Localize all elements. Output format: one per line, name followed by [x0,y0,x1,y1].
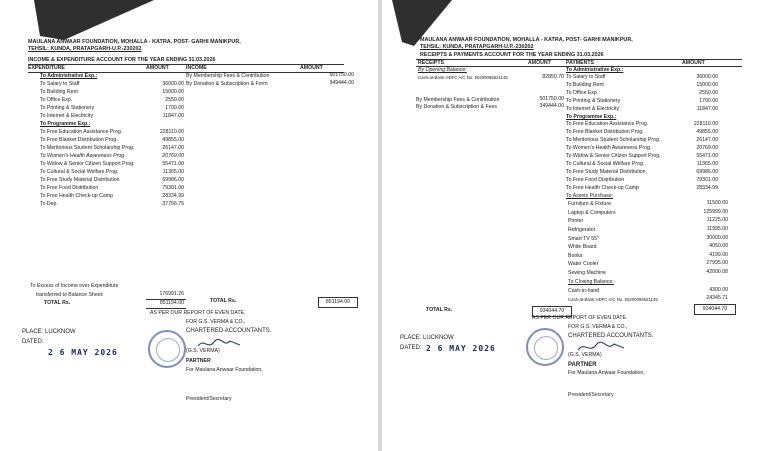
prog-item-amount: 49855.00 [696,129,718,135]
prog-item-amount: 79301.00 [696,177,718,183]
cash-label: Cash-in-hand [568,288,600,294]
admin-item-amount: 1700.00 [165,105,184,111]
admin-item-amount: 2550.00 [699,90,718,96]
secretary-label: President/Secretary [568,392,614,398]
partner-label: PARTNER [186,358,211,364]
opening-bank-label: Cash-at-Bank HDFC A/C No. 50200096521145 [418,75,508,80]
prog-item-amount: 11365.00 [162,169,184,175]
prog-heading: To Programme Exp.: [40,121,91,127]
prog-item-amount: 49855.00 [162,137,184,143]
prog-item-label: To Meritorious Student Scholarship Prog. [566,137,661,143]
prog-item-amount: 11365.00 [696,161,718,167]
prog-item-label: To Free Food Distribution [566,177,625,183]
admin-item-amount: 36000.00 [696,74,718,80]
receipt-label: By Membership Fees & Contribution [416,97,500,103]
admin-item-label: To Salary to Staff [40,81,80,87]
foundation-label: For Maulana Anwaar Foundation, [568,370,645,376]
total-label: TOTAL Rs. [426,307,453,313]
rule-total-left [146,308,186,309]
assets-heading: To Assets Purchase: [566,193,613,199]
header-receipts: RECEIPTS [418,60,444,66]
total-left-amount: 934044.70 [532,306,572,317]
opening-bank-amount: 82850.70 [542,74,564,80]
asset-amount: 11225.00 [706,217,728,223]
admin-item-amount: 15000.00 [162,89,184,95]
asset-label: Refrigerator [568,227,596,233]
admin-item-label: To Internet & Electricity [566,106,620,112]
date-stamp: 2 6 MAY 2026 [426,344,496,353]
header-amount-2: AMOUNT [682,60,705,66]
asset-amount: 4199.00 [709,252,728,258]
admin-item-label: To Building Rent [566,82,604,88]
receipt-amount: 349444.00 [539,103,564,109]
admin-heading: To Administrative Exp.: [40,73,98,79]
account-title: INCOME & EXPENDITURE ACCOUNT FOR THE YEAR ENDING 31.03.2026 [28,57,216,63]
ca-seal-icon [148,330,186,368]
prog-item-label: To Dep. [40,201,58,207]
prog-item-label: To Women's Health Awareness Prog. [566,145,652,151]
receipts-payments-page [382,0,760,451]
admin-item-label: To Printing & Stationery [40,105,95,111]
income-row-amount: 501750.00 [329,72,354,78]
admin-item-amount: 1700.00 [699,98,718,104]
prog-item-amount: 20769.00 [696,145,718,151]
excess-amount: 176991.26 [159,291,184,297]
prog-item-label: To Cultural & Social Welfare Prog. [566,161,645,167]
total-right-amount: 851194.00 [318,297,358,308]
income-expenditure-page [0,0,378,451]
closing-heading: To Closing Balance: [568,279,614,285]
asset-amount: 11500.00 [706,200,728,206]
foundation-label: For Maulana Anwaar Foundation, [186,367,263,373]
admin-item-label: To Office Exp. [40,97,73,103]
prog-item-amount: 228110.00 [159,129,184,135]
asset-amount: 4050.00 [709,243,728,249]
closing-bank-amount: 24345.71 [706,295,728,301]
asset-amount: 11995.00 [706,226,728,232]
report-line: AS PER OUR REPORT OF EVEN DATE. [150,310,246,316]
prog-item-amount: 69986.00 [696,169,718,175]
total-right-amount: 934044.70 [694,304,736,315]
closing-bank-label: Cash-at-Bank HDFC A/C No. 50200096521145 [568,297,658,302]
asset-label: Printer [568,218,584,224]
prog-item-amount: 55471.00 [162,161,184,167]
excess-line-2: transferred to Balance Sheet: [36,292,104,298]
header-income: INCOME [186,65,207,71]
asset-label: White Board [568,244,597,250]
asset-label: Furniture & Fixture [568,201,611,207]
prog-item-label: To Free Study Material Distribution [566,169,646,175]
asset-amount: 30000.00 [706,235,728,241]
header-amount-1: AMOUNT [528,60,551,66]
auditor-name: (G.S. VERMA) [186,348,220,354]
prog-item-amount: 28334.99 [162,193,184,199]
prog-heading: To Programme Exp.: [566,114,617,120]
prog-item-label: To Widow & Senior Citizen Support Prog. [566,153,661,159]
asset-label: Sewing Machine [568,270,607,276]
prog-item-amount: 228110.00 [693,121,718,127]
ca-seal-icon [526,328,564,366]
header-payments: PAYMENTS [566,60,594,66]
prog-item-amount: 26147.00 [162,145,184,151]
prog-item-label: To Meritorious Student Scholarship Prog. [40,145,135,151]
admin-item-amount: 11847.00 [696,106,718,112]
total-label-mid: TOTAL Rs. [210,298,237,304]
prog-item-label: To Free Study Material Distribution [40,177,120,183]
prog-item-label: To Free Health Check-up Camp [40,193,113,199]
place-label: PLACE: LUCKNOW [400,335,454,341]
asset-label: Smart TV 55" [568,236,599,242]
asset-amount: 125999.00 [703,209,728,215]
prog-item-label: To Free Education Assistance Prog. [566,121,649,127]
prog-item-amount: 69986.00 [162,177,184,183]
receipt-label: By Donation & Subscription & Fees [416,104,498,110]
tehsil-line: TEHSIL: KUNDA, PRATAPGARH-U.P.-230202 [420,44,534,50]
firm-line: FOR G.S. VERMA & CO., [186,319,246,325]
dated-label: DATED: [400,345,422,351]
income-row-label: By Membership Fees & Contribution [186,73,270,79]
prog-item-label: To Widow & Senior Citizen Support Prog. [40,161,135,167]
secretary-label: President/Secretary [186,396,232,402]
excess-line-1: To Excess of Income over Expenditure [30,283,119,289]
asset-label: Books [568,253,583,259]
opening-balance-heading: By Opening Balance: [418,67,467,73]
tehsil-line: TEHSIL: KUNDA, PRATAPGARH-U.P.-230202 [28,46,142,52]
prog-item-label: To Free Food Distribution [40,185,99,191]
firm-line: FOR G.S. VERMA & CO., [568,324,628,330]
report-line: AS PER OUR REPORT OF EVEN DATE. [532,315,628,321]
prog-item-label: To Women's Health Awareness Prog. [40,153,126,159]
dated-label: DATED: [22,339,44,345]
prog-item-label: To Free Blanket Distribution Prog. [566,129,644,135]
admin-item-amount: 11847.00 [162,113,184,119]
header-amount-2: AMOUNT [300,65,323,71]
admin-item-label: To Building Rent [40,89,78,95]
org-line: MAULANA ANWAAR FOUNDATION, MOHALLA - KATRA, POST- GARHI MANIKPUR, [420,37,633,43]
prog-item-amount: 28334.99 [696,185,718,191]
admin-item-amount: 36000.00 [162,81,184,87]
prog-item-label: To Cultural & Social Welfare Prog. [40,169,119,175]
partner-label: PARTNER [568,362,597,368]
asset-amount: 27995.00 [706,260,728,266]
place-label: PLACE: LUCKNOW [22,329,76,335]
admin-item-label: To Salary to Staff [566,74,606,80]
prog-item-amount: 37766.75 [162,201,184,207]
admin-item-label: To Printing & Stationery [566,98,621,104]
header-expenditure: EXPENDITURE [28,65,65,71]
date-stamp: 2 6 MAY 2026 [48,348,118,357]
firm-sub: CHARTERED ACCOUNTANTS. [186,328,272,334]
prog-item-amount: 20769.00 [162,153,184,159]
prog-item-amount: 79301.00 [162,185,184,191]
asset-label: Water Cooler [568,261,599,267]
header-amount-1: AMOUNT [146,65,169,71]
cash-amount: 4300.00 [709,287,728,293]
admin-item-amount: 15000.00 [696,82,718,88]
prog-item-label: To Free Health Check-up Camp [566,185,639,191]
admin-heading: To Administrative Exp.: [566,67,624,73]
admin-item-label: To Office Exp. [566,90,599,96]
total-label-left: TOTAL Rs. [44,300,71,306]
prog-item-label: To Free Blanket Distribution Prog. [40,137,118,143]
prog-item-amount: 26147.00 [696,137,718,143]
auditor-name: (G.S. VERMA) [568,352,602,358]
page-fold-shadow [34,0,154,44]
prog-item-label: To Free Education Assistance Prog. [40,129,123,135]
asset-label: Laptop & Computers [568,210,616,216]
asset-amount: 42000.00 [706,269,728,275]
income-row-label: By Donation & Subscription & Form [186,81,268,87]
income-row-amount: 349444.00 [329,80,354,86]
admin-item-amount: 2550.00 [165,97,184,103]
prog-item-amount: 55471.00 [696,153,718,159]
total-left-amount: 851194.00 [159,300,184,306]
admin-item-label: To Internet & Electricity [40,113,94,119]
account-title: RECEIPTS & PAYMENTS ACCOUNT FOR THE YEAR ENDING 31.03.2026 [420,52,604,58]
receipt-amount: 501750.00 [539,96,564,102]
org-line: MAULANA ANWAAR FOUNDATION, MOHALLA - KATRA, POST- GARHI MANIKPUR, [28,39,241,45]
firm-sub: CHARTERED ACCOUNTANTS. [568,333,654,339]
